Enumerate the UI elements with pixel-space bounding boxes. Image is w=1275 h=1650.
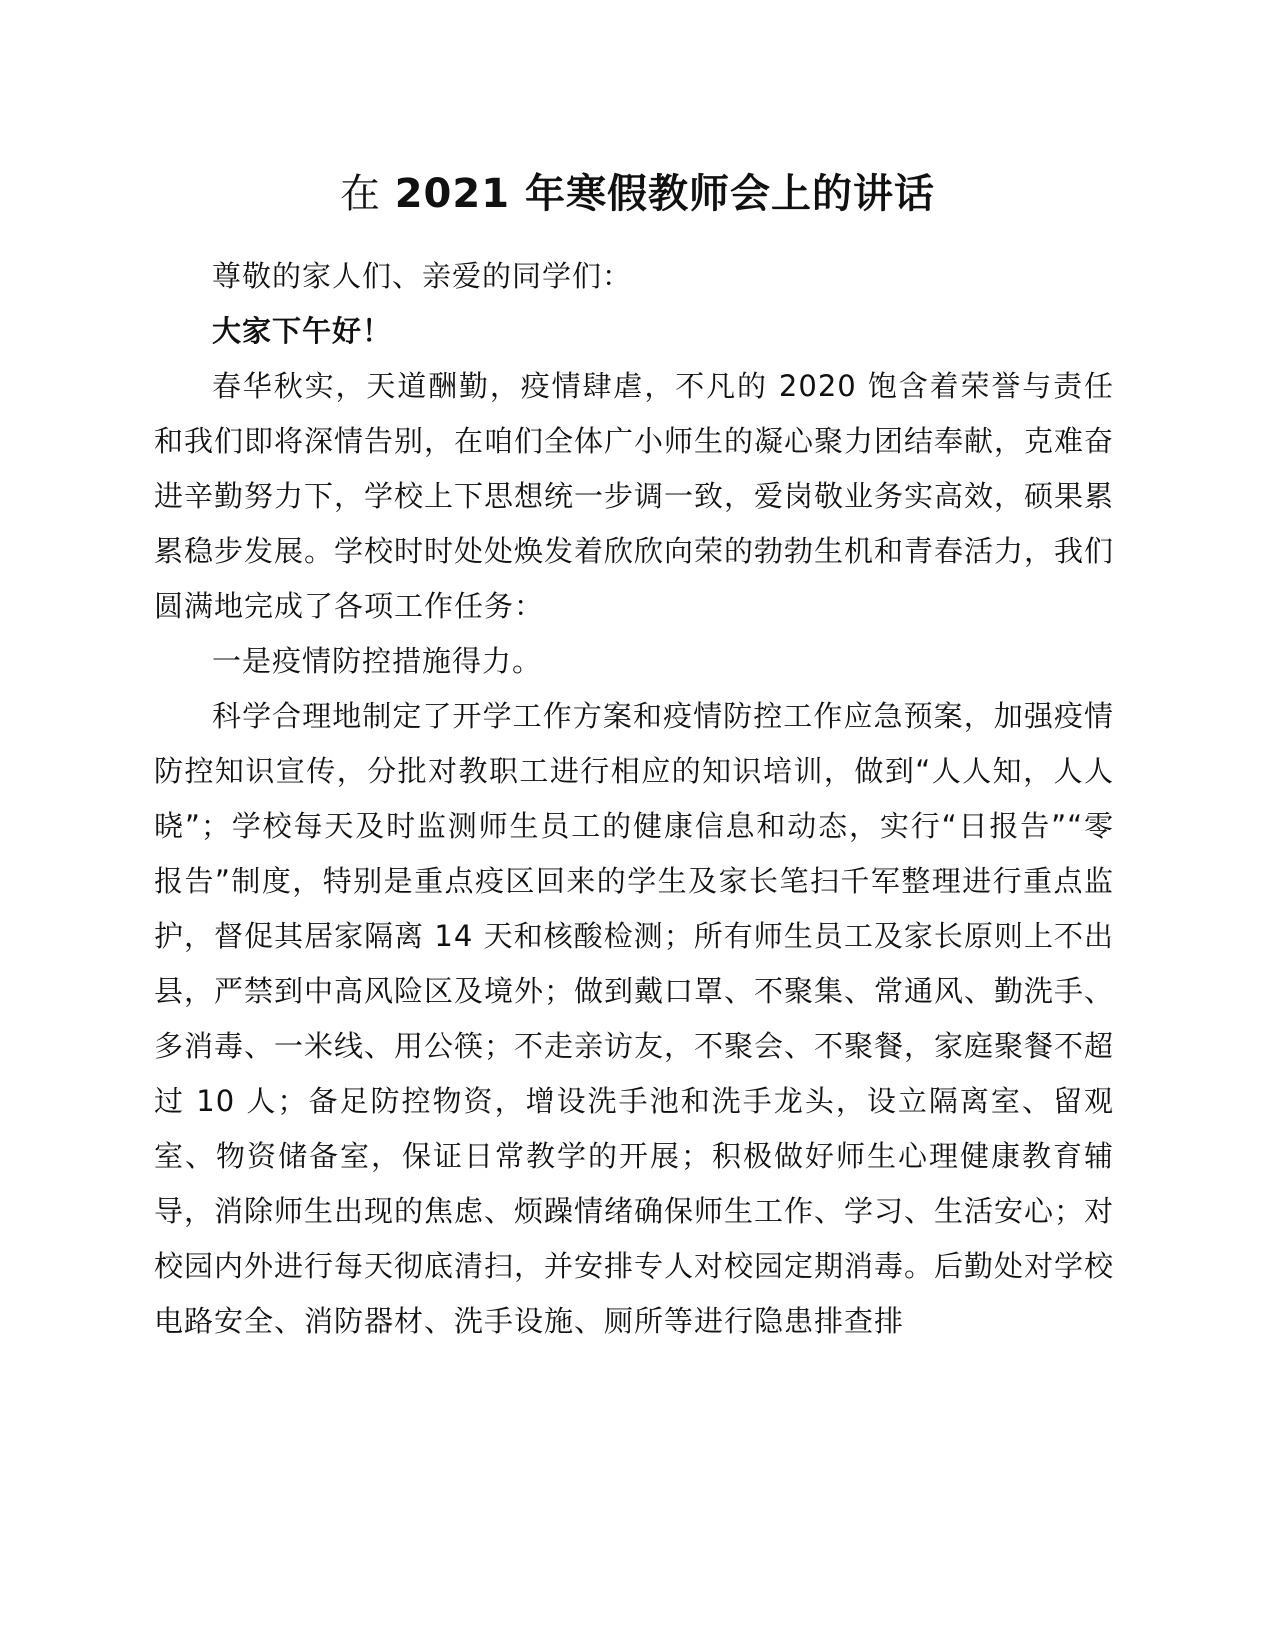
section-heading-epidemic-control: 一是疫情防控措施得力。 bbox=[212, 644, 543, 678]
title-main: 2021 年寒假教师会上的讲话 bbox=[394, 171, 935, 217]
title-prefix: 在 bbox=[340, 171, 395, 217]
salutation: 尊敬的家人们、亲爱的同学们： bbox=[212, 259, 633, 293]
document-title bbox=[0, 166, 1275, 222]
paragraph-achievements-intro: 春华秋实，天道酬勤，疫情肆虐，不凡的 2020 饱含着荣誉与责任和我们即将深情告别，在咱们全体广小师生的凝心聚力团结奉献，克难奋进辛勤努力下，学校上下思想统一步调一致，爱岗敬业务实高效，硕果累累稳步发展。学校时时处处焕发着欣欣向荣的勃勃生机和青春活力，我们圆满地完成了各项工作任务： bbox=[154, 369, 1115, 623]
paragraph-epidemic-measures: 科学合理地制定了开学工作方案和疫情防控工作应急预案，加强疫情防控知识宣传，分批对教职工进行相应的知识培训，做到“人人知，人人晓”；学校每天及时监测师生员工的健康信息和动态，实行“日报告”“零报告”制度，特别是重点疫区回来的学生及家长笔扫千军整理进行重点监护，督促其居家隔离 14 天和核酸检测；所有师生员工及家长原则上不出县，严禁到中高风险区及境外；做到戴口罩、不聚集、常通风、勤洗手、多消毒、一米线、用公筷；不走亲访友，不聚会、不聚餐，家庭聚餐不超过 10 人；备足防控物资，增设洗手池和洗手龙头，设立隔离室、留观室、物资储备室，保证日常教学的开展；积极做好师生心理健康教育辅导，消除师生出现的焦虑、烦躁情绪确保师生工作、学习、生活安心；对校园内外进行每天彻底清扫，并安排专人对校园定期消毒。后勤处对学校电路安全、消防器材、洗手设施、厕所等进行隐患排查排 bbox=[154, 699, 1115, 1338]
document-body bbox=[154, 249, 1114, 1349]
greeting: 大家下午好！ bbox=[212, 314, 393, 348]
